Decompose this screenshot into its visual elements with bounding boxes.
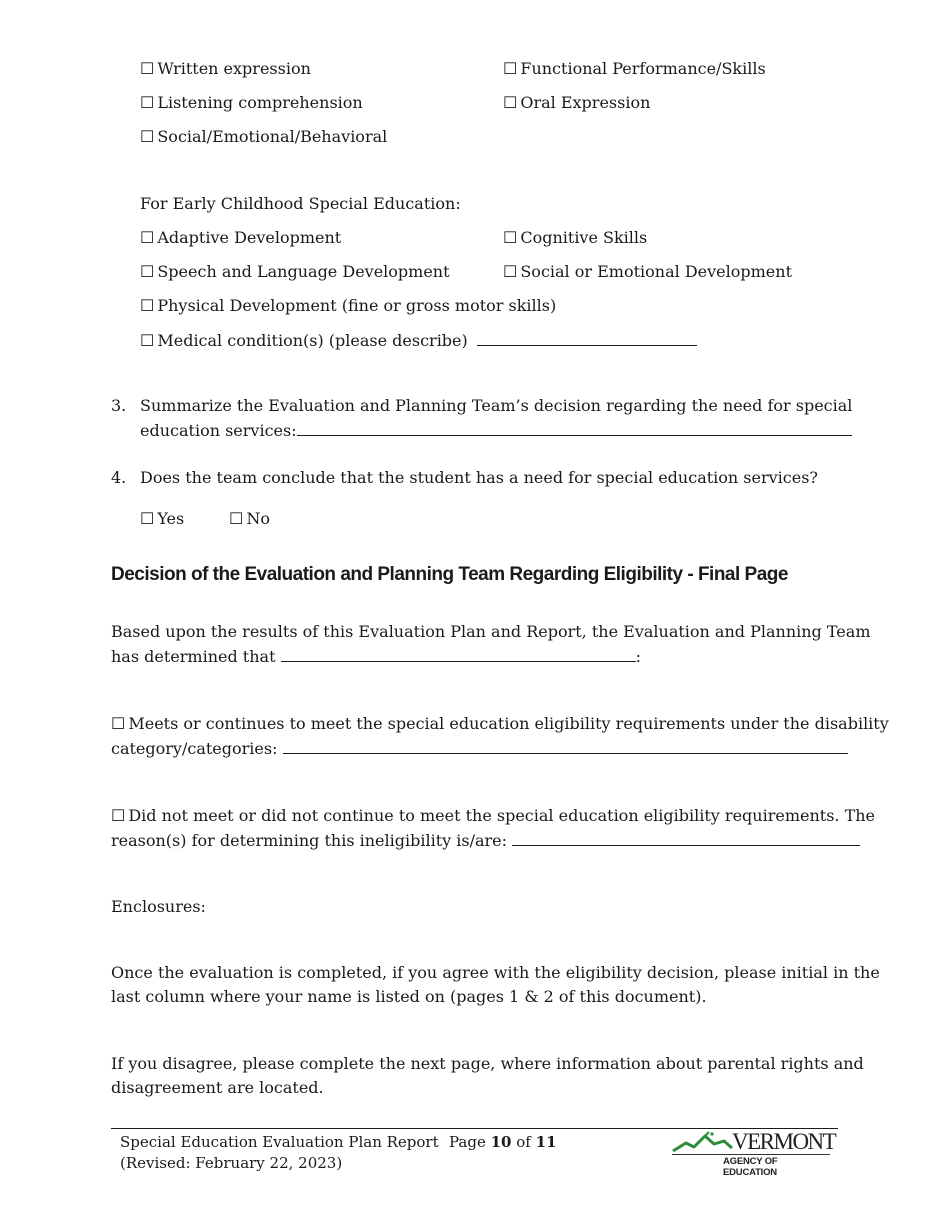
- checkbox-label: Yes: [157, 509, 185, 528]
- early-childhood-label: For Early Childhood Special Education:: [140, 194, 461, 213]
- checkbox-meets-eligibility[interactable]: [111, 712, 889, 736]
- checkbox-icon[interactable]: ☐: [140, 331, 155, 350]
- checkbox-icon[interactable]: ☐: [111, 714, 126, 733]
- checkbox-yes[interactable]: [140, 507, 184, 531]
- question-4-number: 4.: [111, 468, 127, 487]
- checkbox-social-emotional-development[interactable]: [503, 260, 792, 284]
- checkbox-label: Physical Development (fine or gross motor skills): [157, 296, 557, 315]
- disagree-text-line-1: If you disagree, please complete the next page, where information about parental rights and: [111, 1054, 864, 1073]
- question-3-text: Summarize the Evaluation and Planning Team’s decision regarding the need for special: [140, 396, 853, 415]
- logo-wordmark: VERMONT: [732, 1129, 836, 1154]
- checkbox-oral-expression[interactable]: [503, 91, 650, 115]
- checkbox-label: Medical condition(s) (please describe): [157, 331, 468, 350]
- checkbox-social-emotional-behavioral[interactable]: [140, 125, 387, 149]
- decision-intro-line-1: Based upon the results of this Evaluation Plan and Report, the Evaluation and Planning Team: [111, 622, 871, 641]
- meets-line-2: [111, 736, 848, 761]
- logo-subtitle: AGENCY OF EDUCATION: [723, 1156, 778, 1178]
- footer-revised-date: (Revised: February 22, 2023): [120, 1154, 343, 1172]
- checkbox-icon[interactable]: ☐: [111, 806, 126, 825]
- checkbox-icon[interactable]: ☐: [229, 509, 244, 528]
- medical-description-field[interactable]: [477, 328, 697, 346]
- checkbox-icon[interactable]: ☐: [503, 93, 518, 112]
- checkbox-label: Social or Emotional Development: [520, 262, 793, 281]
- checkbox-icon[interactable]: ☐: [140, 93, 155, 112]
- checkbox-no[interactable]: [229, 507, 270, 531]
- checkbox-physical-development[interactable]: [140, 294, 556, 318]
- page-current: 10: [490, 1133, 512, 1151]
- checkbox-cognitive-skills[interactable]: [503, 226, 647, 250]
- checkbox-label: Written expression: [157, 59, 311, 78]
- agree-text-line-1: Once the evaluation is completed, if you agree with the eligibility decision, please initial in the: [111, 963, 880, 982]
- question-3-number: 3.: [111, 396, 127, 415]
- decision-intro-label: has determined that: [111, 647, 276, 666]
- checkbox-adaptive-development[interactable]: [140, 226, 341, 250]
- categories-label: category/categories:: [111, 739, 278, 758]
- checkbox-functional-performance[interactable]: [503, 57, 766, 81]
- checkbox-written-expression[interactable]: [140, 57, 311, 81]
- footer-divider: [111, 1128, 838, 1129]
- checkbox-label: Social/Emotional/Behavioral: [157, 127, 388, 146]
- decision-intro-line-2: [111, 644, 641, 669]
- checkbox-label: No: [246, 509, 270, 528]
- question-3-line-2: [140, 418, 852, 443]
- enclosures-label: Enclosures:: [111, 897, 206, 916]
- team-decision-field[interactable]: [297, 418, 852, 436]
- checkbox-label: Cognitive Skills: [520, 228, 648, 247]
- colon: :: [635, 647, 641, 666]
- page-word: Page: [449, 1133, 486, 1151]
- section-heading: Decision of the Evaluation and Planning Team Regarding Eligibility - Final Page: [111, 564, 788, 585]
- mountain-icon: [672, 1130, 734, 1154]
- checkbox-speech-language[interactable]: [140, 260, 450, 284]
- checkbox-label: Meets or continues to meet the special education eligibility requirements under the disability: [128, 714, 889, 733]
- checkbox-icon[interactable]: ☐: [503, 262, 518, 281]
- checkbox-icon[interactable]: ☐: [140, 509, 155, 528]
- checkbox-icon[interactable]: ☐: [140, 127, 155, 146]
- footer-doc-title: Special Education Evaluation Plan Report: [120, 1133, 439, 1151]
- checkbox-label: Speech and Language Development: [157, 262, 450, 281]
- checkbox-icon[interactable]: ☐: [140, 59, 155, 78]
- checkbox-icon[interactable]: ☐: [140, 296, 155, 315]
- page-total: 11: [535, 1133, 557, 1151]
- checkbox-listening-comprehension[interactable]: [140, 91, 363, 115]
- student-name-field[interactable]: [281, 644, 636, 662]
- checkbox-icon[interactable]: ☐: [140, 262, 155, 281]
- logo-underline: [672, 1154, 830, 1155]
- checkbox-did-not-meet[interactable]: [111, 804, 875, 828]
- checkbox-icon[interactable]: ☐: [503, 59, 518, 78]
- notmeet-line-2: [111, 828, 860, 853]
- checkbox-label: Listening comprehension: [157, 93, 363, 112]
- disagree-text-line-2: disagreement are located.: [111, 1078, 324, 1097]
- agree-text-line-2: last column where your name is listed on (pages 1 & 2 of this document).: [111, 987, 707, 1006]
- checkbox-label: Oral Expression: [520, 93, 651, 112]
- footer-page-number: [449, 1131, 557, 1153]
- ineligibility-reason-field[interactable]: [512, 828, 860, 846]
- checkbox-icon[interactable]: ☐: [140, 228, 155, 247]
- checkbox-label: Did not meet or did not continue to meet the special education eligibility requirements. The: [128, 806, 876, 825]
- checkbox-label: Adaptive Development: [157, 228, 342, 247]
- checkbox-label: Functional Performance/Skills: [520, 59, 766, 78]
- checkbox-medical-condition[interactable]: [140, 328, 697, 353]
- ineligibility-label: reason(s) for determining this ineligibility is/are:: [111, 831, 508, 850]
- question-3-label: education services:: [140, 421, 297, 440]
- disability-categories-field[interactable]: [283, 736, 848, 754]
- page-of: of: [516, 1133, 531, 1151]
- checkbox-icon[interactable]: ☐: [503, 228, 518, 247]
- vermont-aoe-logo: [672, 1129, 836, 1178]
- question-4-text: Does the team conclude that the student has a need for special education services?: [140, 468, 818, 487]
